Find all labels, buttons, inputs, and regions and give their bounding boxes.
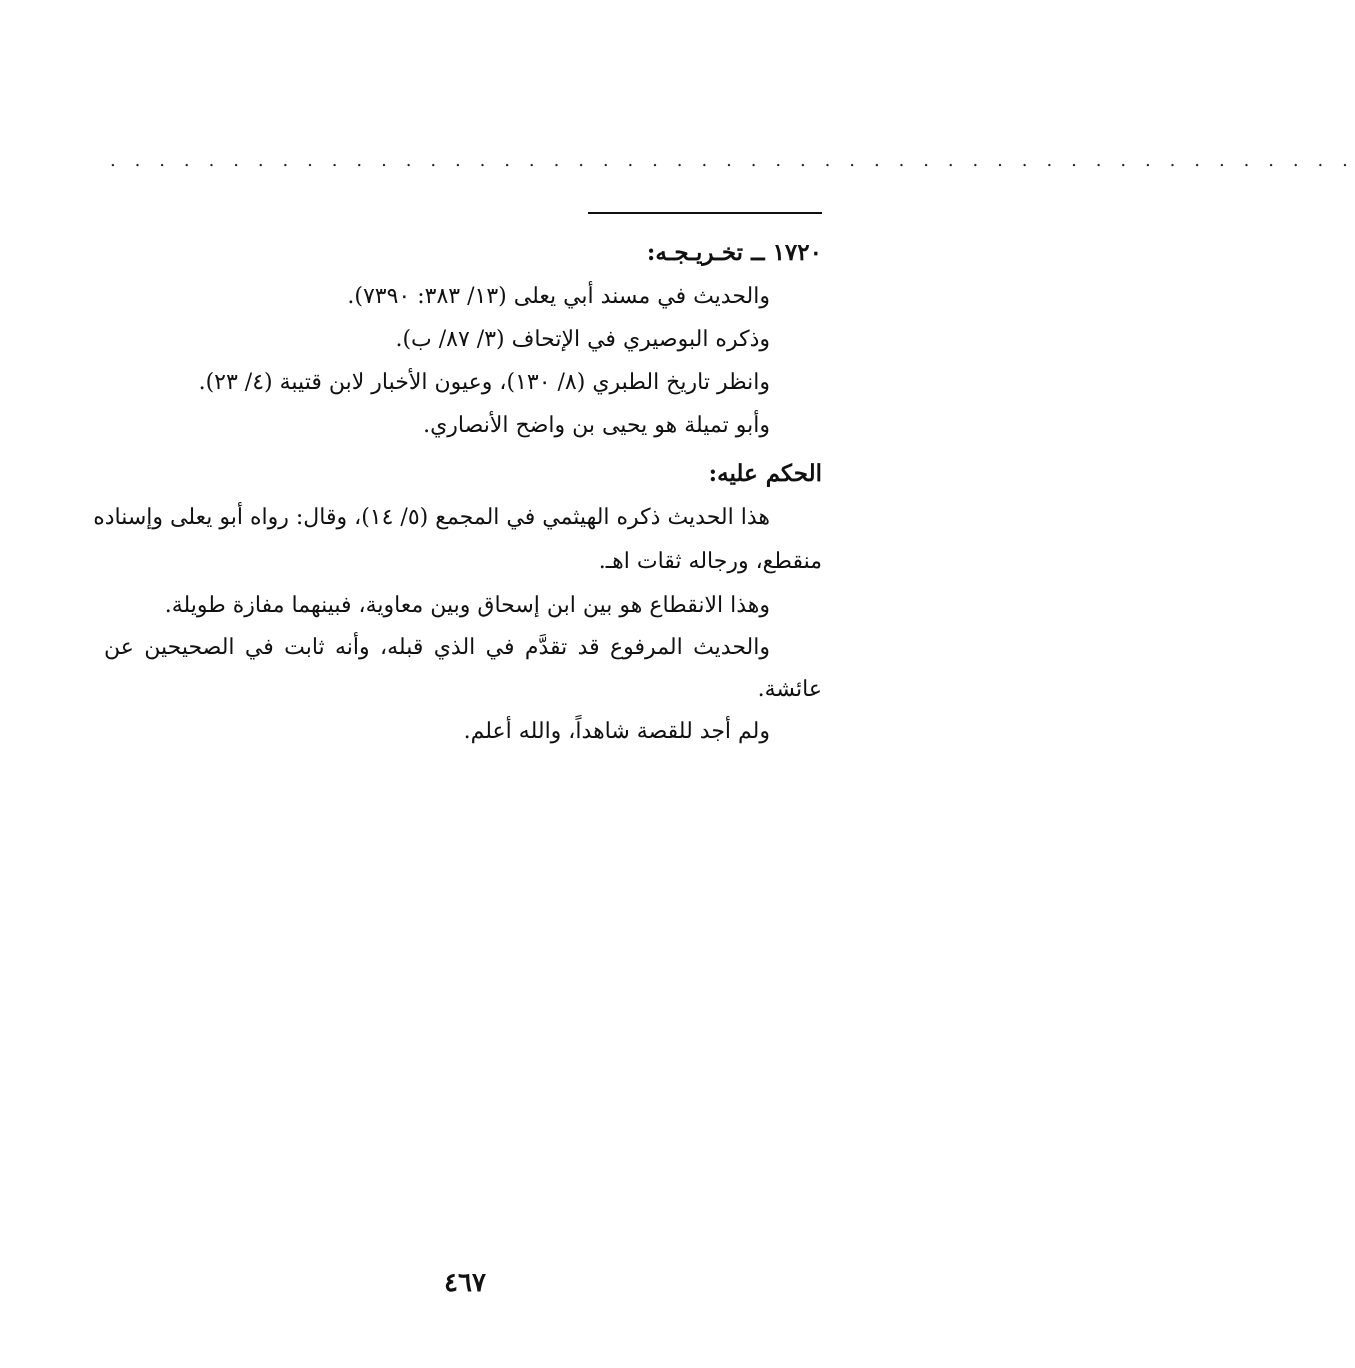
- hukm-paragraph-3-line-1: والحديث المرفوع قد تقدَّم في الذي قبله، وأنه ثابت في الصحيحين عن: [104, 635, 770, 660]
- takhrij-heading: ١٧٢٠ ــ تخـريـجـه:: [646, 239, 822, 266]
- footnote-rule: [588, 212, 822, 214]
- page-number: ٤٦٧: [444, 1268, 486, 1298]
- hukm-paragraph-2: وهذا الانقطاع هو بين ابن إسحاق وبين معاوية، فبينهما مفازة طويلة.: [164, 593, 770, 618]
- hukm-paragraph-1-line-1: هذا الحديث ذكره الهيثمي في المجمع (٥/ ١٤)، وقال: رواه أبو يعلى وإسناده: [93, 505, 770, 530]
- dotted-separator: . . . . . . . . . . . . . . . . . . . . . . . . . . . . . . . . . . . . . . . . . . . . . . . . . . .: [110, 150, 1355, 171]
- takhrij-line-1: والحديث في مسند أبي يعلى (١٣/ ٣٨٣: ٧٣٩٠).: [347, 284, 770, 309]
- hukm-paragraph-4: ولم أجد للقصة شاهداً، والله أعلم.: [463, 719, 770, 744]
- hukm-paragraph-3-line-2: عائشة.: [757, 677, 822, 702]
- takhrij-line-2: وذكره البوصيري في الإتحاف (٣/ ٨٧/ ب).: [395, 327, 770, 352]
- takhrij-line-3: وانظر تاريخ الطبري (٨/ ١٣٠)، وعيون الأخبار لابن قتيبة (٤/ ٢٣).: [198, 370, 770, 395]
- hukm-heading: الحكم عليه:: [708, 460, 822, 487]
- hukm-paragraph-1-line-2: منقطع، ورجاله ثقات اهـ.: [598, 549, 822, 574]
- takhrij-line-4: وأبو تميلة هو يحيى بن واضح الأنصاري.: [423, 413, 770, 438]
